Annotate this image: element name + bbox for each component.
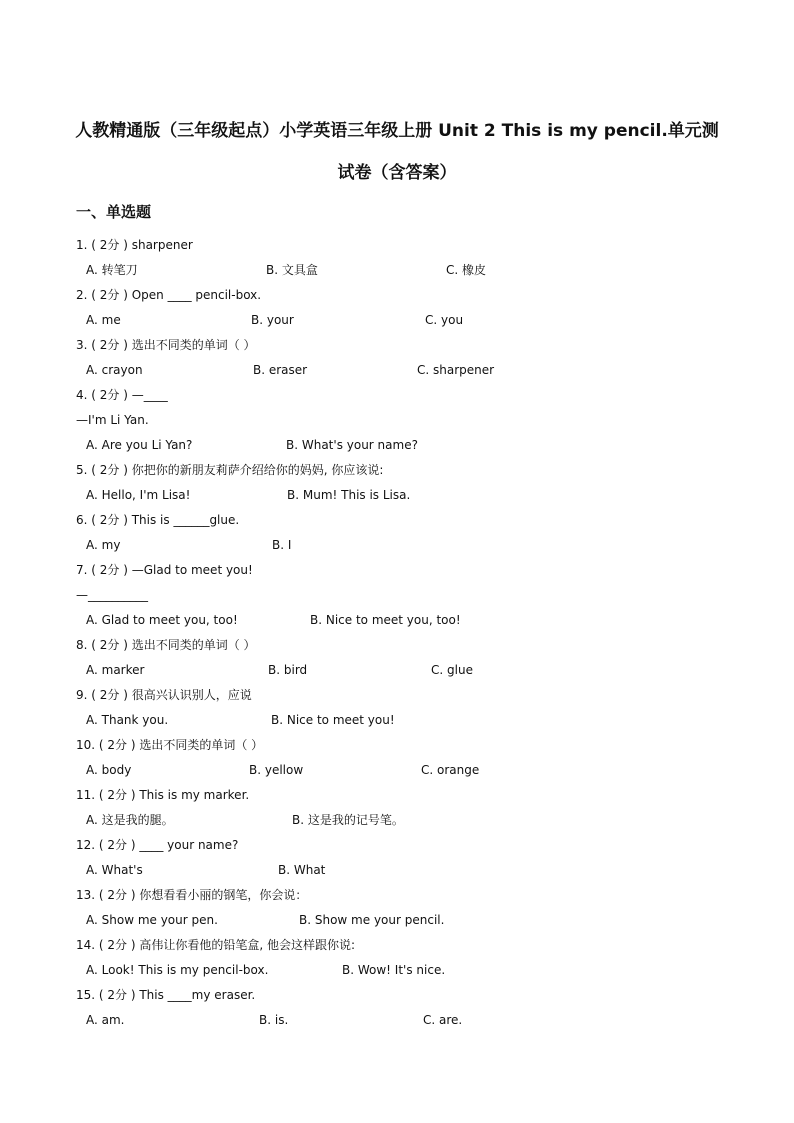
question-13-stem: 13. ( 2分 ) 你想看看小丽的钢笔，你会说： [76,888,308,902]
question-3-option-a[interactable]: A. crayon [86,363,143,377]
question-15-option-b[interactable]: B. is. [259,1013,289,1027]
question-11-option-a[interactable]: A. 这是我的腿。 [86,813,174,827]
question-4-dialogue: —I'm Li Yan. [76,413,149,427]
question-11-stem: 11. ( 2分 ) This is my marker. [76,788,250,802]
question-9-stem: 9. ( 2分 ) 很高兴认识别人，应说 [76,688,252,702]
question-15-stem: 15. ( 2分 ) This ____my eraser. [76,988,256,1002]
question-3-option-c[interactable]: C. sharpener [417,363,495,377]
question-2-option-c[interactable]: C. you [425,313,464,327]
question-14-option-b[interactable]: B. Wow! It's nice. [342,963,446,977]
question-15-option-c[interactable]: C. are. [423,1013,463,1027]
question-2-stem: 2. ( 2分 ) Open ____ pencil-box. [76,288,262,302]
question-14-stem: 14. ( 2分 ) 高伟让你看他的铅笔盒, 他会这样跟你说: [76,938,356,952]
question-8-option-c[interactable]: C. glue [431,663,473,677]
question-4-option-b[interactable]: B. What's your name? [286,438,418,452]
question-2-option-b[interactable]: B. your [251,313,294,327]
question-1-option-c[interactable]: C. 橡皮 [446,263,487,277]
question-10-option-c[interactable]: C. orange [421,763,480,777]
question-8-option-a[interactable]: A. marker [86,663,145,677]
document-title-line-1: 人教精通版（三年级起点）小学英语三年级上册 Unit 2 This is my pencil.单元测 [75,121,719,141]
question-8-stem: 8. ( 2分 ) 选出不同类的单词（ ） [76,638,256,652]
question-7-stem: 7. ( 2分 ) —Glad to meet you! [76,563,253,577]
question-5-option-b[interactable]: B. Mum! This is Lisa. [287,488,411,502]
question-7-option-b[interactable]: B. Nice to meet you, too! [310,613,461,627]
question-8-option-b[interactable]: B. bird [268,663,308,677]
question-15-option-a[interactable]: A. am. [86,1013,125,1027]
question-12-option-b[interactable]: B. What [278,863,326,877]
question-5-option-a[interactable]: A. Hello, I'm Lisa! [86,488,191,502]
question-10-option-a[interactable]: A. body [86,763,132,777]
question-5-stem: 5. ( 2分 ) 你把你的新朋友莉萨介绍给你的妈妈, 你应该说: [76,463,384,477]
question-1-option-b[interactable]: B. 文具盒 [266,263,318,277]
question-13-option-a[interactable]: A. Show me your pen. [86,913,218,927]
question-11-option-b[interactable]: B. 这是我的记号笔。 [292,813,404,827]
question-1-option-a[interactable]: A. 转笔刀 [86,263,138,277]
question-10-stem: 10. ( 2分 ) 选出不同类的单词（ ） [76,738,264,752]
question-13-option-b[interactable]: B. Show me your pencil. [299,913,445,927]
question-4-stem: 4. ( 2分 ) —____ [76,388,168,402]
question-6-option-a[interactable]: A. my [86,538,121,552]
question-9-option-b[interactable]: B. Nice to meet you! [271,713,395,727]
question-12-stem: 12. ( 2分 ) ____ your name? [76,838,239,852]
question-2-option-a[interactable]: A. me [86,313,121,327]
section-heading: 一、单选题 [76,203,152,221]
question-14-option-a[interactable]: A. Look! This is my pencil-box. [86,963,269,977]
question-7-dialogue: —__________ [76,588,148,602]
question-9-option-a[interactable]: A. Thank you. [86,713,169,727]
question-10-option-b[interactable]: B. yellow [249,763,304,777]
question-7-option-a[interactable]: A. Glad to meet you, too! [86,613,238,627]
question-4-option-a[interactable]: A. Are you Li Yan? [86,438,193,452]
document-title-line-2: 试卷（含答案） [337,163,457,183]
question-12-option-a[interactable]: A. What's [86,863,143,877]
question-3-stem: 3. ( 2分 ) 选出不同类的单词（ ） [76,338,256,352]
question-6-stem: 6. ( 2分 ) This is ______glue. [76,513,240,527]
question-6-option-b[interactable]: B. I [272,538,292,552]
question-1-stem: 1. ( 2分 ) sharpener [76,238,193,252]
question-3-option-b[interactable]: B. eraser [253,363,308,377]
